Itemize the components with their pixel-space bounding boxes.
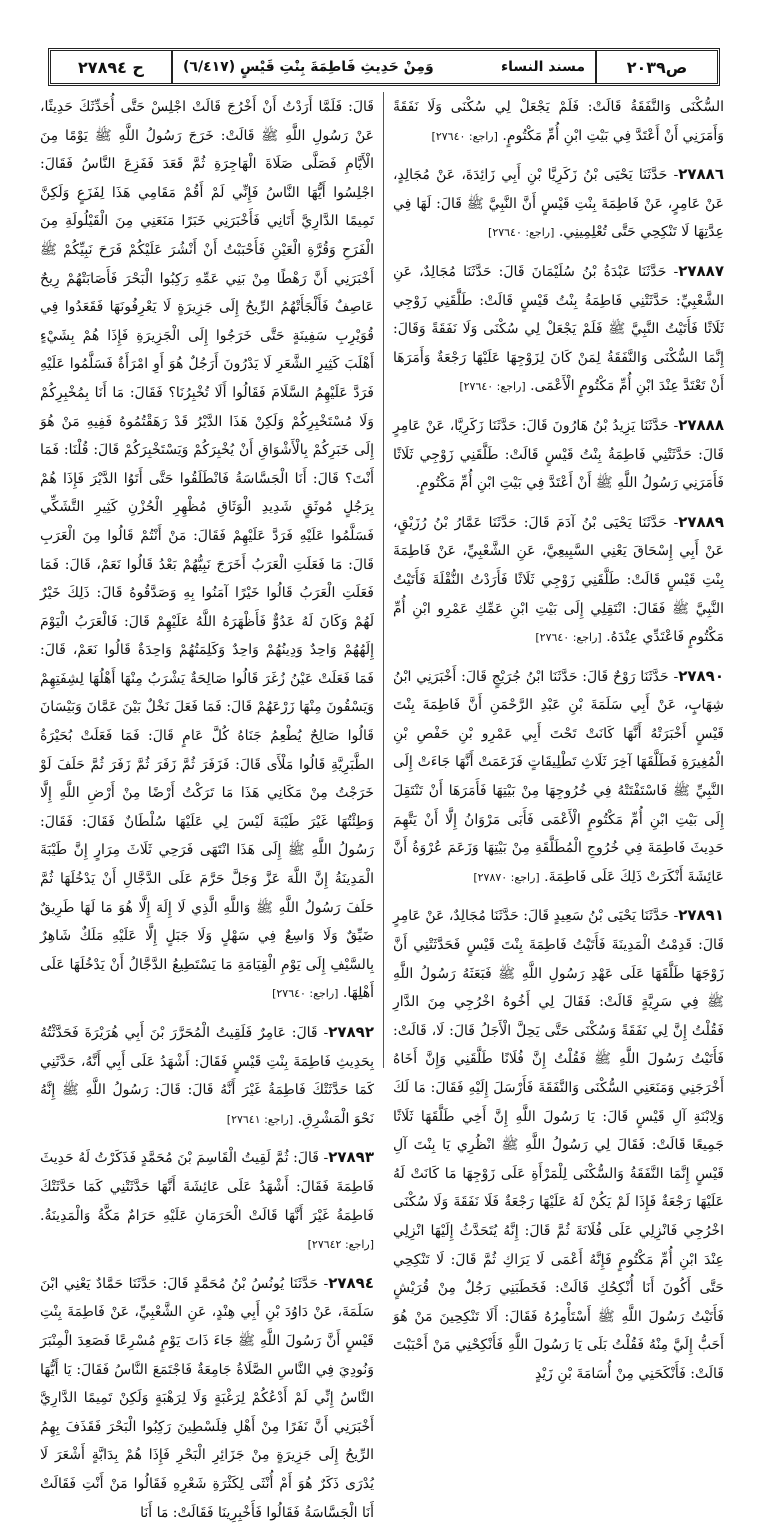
hadith-entry	[40, 92, 374, 1009]
hadith-number: ٢٧٨٩٠	[678, 666, 724, 685]
hadith-number: ٢٧٨٩٢	[328, 1023, 374, 1041]
hadith-entry	[40, 1018, 374, 1134]
hadith-text: - قَالَ: عَامِرٌ فَلَقِيتُ الْمُحَرَّرَ بْنَ أَبِي هُرَيْرَةَ فَحَدَّثْتُهُ بِحَدِيثِ فَاطِمَةَ بِنْتِ قَيْسٍ فَقَالَ: أَشْهَدُ عَلَى أَبِي أَنَّهُ، حَدَّثَنِي كَمَا حَدَّثَتْكَ فَاطِمَةُ غَيْرَ أَنَّهُ قَالَ: قَالَ: رَسُولُ اللَّهِ ﷺ إِنَّهُ نَحْوَ الْمَشْرِقِ.	[40, 1025, 374, 1127]
hadith-text: - قَالَ: ثُمَّ لَقِيتُ الْقَاسِمَ بْنَ مُحَمَّدٍ فَذَكَرْتُ لَهُ حَدِيثَ فَاطِمَةَ فَقَالَ: أَشْهَدُ عَلَى عَائِشَةَ أَنَّهَا حَدَّثَتْنِي كَمَا حَدَّثَتْكَ فَاطِمَةُ غَيْرَ أَنَّهَا قَالَتْ الْحَرَمَانِ عَلَيْهِ حَرَامٌ مَكَّةُ وَالْمَدِينَةُ.	[40, 1150, 374, 1224]
cross-reference: [راجع: ٢٧٦٤١]	[226, 1112, 294, 1126]
right-column	[393, 92, 724, 1382]
hadith-text: - حَدَّثَنَا يَحْيَى بْنُ آدَمَ قَالَ: حَدَّثَنَا عَمَّارُ بْنُ رُزَيْقٍ، عَنْ أَبِي إِسْحَاقَ يَعْنِي السَّبِيعِيَّ، عَنِ الشَّعْبِيِّ، عَنْ فَاطِمَةَ بِنْتِ قَيْسٍ قَالَتْ: طَلَّقَنِي زَوْجِي ثَلَاثًا فَأَرَدْتُ النُّقْلَةَ فَأَتَيْتُ النَّبِيَّ ﷺ فَقَالَ: انْتَقِلِي إِلَى بَيْتِ ابْنِ عَمِّكِ عَمْرِو ابْنِ أُمِّ مَكْتُومٍ فَاعْتَدِّي عِنْدَهُ.	[393, 514, 724, 646]
hadith-number: ٢٧٨٩١	[678, 906, 724, 925]
hadith-text: قَالَ: فَلَمَّا أَرَدْتُ أَنْ أَخْرُجَ قَالَتْ اجْلِسْ حَتَّى أُحَدِّثَكَ حَدِيثًا، عَنْ رَسُولِ اللَّهِ ﷺ قَالَتْ: خَرَجَ رَسُولُ اللَّهِ ﷺ يَوْمًا مِنَ الْأَيَّامِ فَصَلَّى صَلَاةَ الْهَاجِرَةِ ثُمَّ قَعَدَ فَفَزِعَ النَّاسُ فَقَالَ: اجْلِسُوا أَيُّهَا النَّاسُ فَإِنِّي لَمْ أَقُمْ مَقَامِي هَذَا لِفَزَعٍ وَلَكِنَّ تَمِيمًا الدَّارِيَّ أَتَانِي فَأَخْبَرَنِي خَبَرًا مَنَعَنِي مِنَ الْقَيْلُولَةِ مِنَ الْفَرَحِ وَقُرَّةِ الْعَيْنِ فَأَحْبَبْتُ أَنْ أَنْشُرَ عَلَيْكُمْ فَرَحَ نَبِيِّكُمْ ﷺ أَخْبَرَنِي أَنَّ رَهْطًا مِنْ بَنِي عَمِّهِ رَكِبُوا الْبَحْرَ فَأَصَابَتْهُمْ رِيحٌ عَاصِفٌ فَأَلْجَأَتْهُمُ الرِّيحُ إِلَى جَزِيرَةٍ لَا يَعْرِفُونَهَا فَقَعَدُوا فِي قُوَيْرِبِ سَفِينَةٍ حَتَّى خَرَجُوا إِلَى الْجَزِيرَةِ فَإِذَا هُمْ بِشَيْءٍ أَهْلَبَ كَثِيرِ الشَّعَرِ لَا يَدْرُونَ أَرَجُلٌ هُوَ أَوِ امْرَأَةٌ فَسَلَّمُوا عَلَيْهِ فَرَدَّ عَلَيْهِمُ السَّلَامَ فَقَالُوا أَلَا تُخْبِرُنَا؟ فَقَالَ: مَا أَنَا بِمُخْبِرِكُمْ وَلَا مُسْتَخْبِرِكُمْ وَلَكِنْ هَذَا الدَّيْرُ قَدْ رَهَقْتُمُوهُ فَفِيهِ مَنْ هُوَ إِلَى خَبَرِكُمْ بِالْأَشْوَاقِ أَنْ يُخْبِرَكُمْ وَيَسْتَخْبِرَكُمْ قَالَ: قُلْنَا: فَمَا أَنْتَ؟ قَالَ: أَنَا الْجَسَّاسَةُ فَانْطَلَقُوا حَتَّى أَتَوُا الدَّيْرَ فَإِذَا هُمْ بِرَجُلٍ مُوثَقٍ شَدِيدِ الْوَثَاقِ مُظْهِرِ الْحُزْنِ كَثِيرِ التَّشَكِّي فَسَلَّمُوا عَلَيْهِ فَرَدَّ عَلَيْهِمْ فَقَالَ: مَنْ أَنْتُمْ قَالُوا مِنَ الْعَرَبِ قَالَ: مَا فَعَلَتِ الْعَرَبُ أَخَرَجَ نَبِيُّهُمْ بَعْدُ قَالُوا نَعَمْ، قَالَ: فَمَا فَعَلَتِ الْعَرَبُ قَالُوا خَيْرًا آمَنُوا بِهِ وَصَدَّقُوهُ قَالَ: ذَلِكَ خَيْرٌ لَهُمْ وَكَانَ لَهُ عَدُوٌّ فَأَظْهَرَهُ اللَّهُ عَلَيْهِمْ قَالَ: فَالْعَرَبُ الْيَوْمَ إِلَهُهُمْ وَاحِدٌ وَدِينُهُمْ وَاحِدٌ وَكَلِمَتُهُمْ وَاحِدَةٌ قَالُوا نَعَمْ، قَالَ: فَمَا فَعَلَتْ عَيْنُ زُغَرَ قَالُوا صَالِحَةٌ يَشْرَبُ مِنْهَا أَهْلُهَا لِشِفَتِهِمْ وَيَسْقُونَ مِنْهَا زَرْعَهُمْ قَالَ: فَمَا فَعَلَ نَخْلٌ بَيْنَ عَمَّانَ وَبَيْسَانَ قَالُوا صَالِحٌ يُطْعِمُ جَنَاهُ كُلَّ عَامٍ قَالَ: فَمَا فَعَلَتْ بُحَيْرَةُ الطَّبَرِيَّةِ قَالُوا مَلْأَى قَالَ: فَزَفَرَ ثُمَّ زَفَرَ ثُمَّ زَفَرَ ثُمَّ حَلَفَ لَوْ خَرَجْتُ مِنْ مَكَانِي هَذَا مَا تَرَكْتُ أَرْضًا مِنْ أَرْضِ اللَّهِ إِلَّا وَطِئْتُهَا غَيْرَ طَيْبَةَ لَيْسَ لِي عَلَيْهَا سُلْطَانٌ فَقَالَ: فَقَالَ: رَسُولُ اللَّهِ ﷺ إِلَى هَذَا انْتَهَى فَرَحِي ثَلَاثَ مِرَارٍ إِنَّ طَيْبَةَ الْمَدِينَةُ إِنَّ اللَّهَ عَزَّ وَجَلَّ حَرَّمَ عَلَى الدَّجَّالِ أَنْ يَدْخُلَهَا ثُمَّ حَلَفَ رَسُولُ اللَّهِ ﷺ وَاللَّهِ الَّذِي لَا إِلَهَ إِلَّا هُوَ مَا لَهَا طَرِيقٌ ضَيِّقٌ وَلَا وَاسِعٌ فِي سَهْلٍ وَلَا جَبَلٍ إِلَّا عَلَيْهِ مَلَكٌ شَاهِرٌ بِالسَّيْفِ إِلَى يَوْمِ الْقِيَامَةِ مَا يَسْتَطِيعُ الدَّجَّالُ أَنْ يَدْخُلَهَا عَلَى أَهْلِهَا.	[40, 99, 374, 1002]
hadith-text: - حَدَّثَنَا يَحْيَى بْنُ سَعِيدٍ قَالَ: حَدَّثَنَا مُجَالِدٌ، عَنْ عَامِرٍ قَالَ: قَدِمْتُ الْمَدِينَةَ فَأَتَيْتُ فَاطِمَةَ بِنْتَ قَيْسٍ فَحَدَّثَتْنِي أَنَّ زَوْجَهَا طَلَّقَهَا عَلَى عَهْدِ رَسُولِ اللَّهِ ﷺ فَبَعَثَهُ رَسُولُ اللَّهِ ﷺ فِي سَرِيَّةٍ قَالَتْ: فَقَالَ لِي أَخُوهُ اخْرُجِي مِنَ الدَّارِ فَقُلْتُ إِنَّ لِي نَفَقَةً وَسُكْنَى حَتَّى يَحِلَّ الْأَجَلُ قَالَ: لَا، قَالَتْ: فَأَتَيْتُ رَسُولَ اللَّهِ ﷺ فَقُلْتُ إِنَّ فُلَانًا طَلَّقَنِي وَإِنَّ أَخَاهُ أَخْرَجَنِي وَمَنَعَنِي السُّكْنَى وَالنَّفَقَةَ فَأَرْسَلَ إِلَيْهِ فَقَالَ: مَا لَكَ وَلِابْنَةِ آلِ قَيْسٍ قَالَ: يَا رَسُولَ اللَّهِ إِنَّ أَخِي طَلَّقَهَا ثَلَاثًا جَمِيعًا قَالَتْ: فَقَالَ لِي رَسُولُ اللَّهِ ﷺ انْظُرِي يَا بِنْتَ آلِ قَيْسٍ إِنَّمَا النَّفَقَةُ وَالسُّكْنَى لِلْمَرْأَةِ عَلَى زَوْجِهَا مَا كَانَتْ لَهُ عَلَيْهَا رَجْعَةٌ فَإِذَا لَمْ يَكُنْ لَهُ عَلَيْهَا رَجْعَةٌ فَلَا نَفَقَةَ وَلَا سُكْنَى اخْرُجِي فَانْزِلِي عَلَى فُلَانَةَ ثُمَّ قَالَ: إِنَّهُ يُتَحَدَّثُ إِلَيْهَا انْزِلِي عِنْدَ ابْنِ أُمِّ مَكْتُومٍ فَإِنَّهُ أَعْمَى لَا يَرَاكِ ثُمَّ قَالَ: لَا تَنْكِحِي حَتَّى أَكُونَ أَنَا أُنْكِحُكِ قَالَتْ: فَخَطَبَنِي رَجُلٌ مِنْ قُرَيْشٍ فَأَتَيْتُ رَسُولَ اللَّهِ ﷺ أَسْتَأْمِرُهُ فَقَالَ: أَلَا تَنْكِحِينَ مَنْ هُوَ أَحَبُّ إِلَيَّ مِنْهُ فَقُلْتُ بَلَى يَا رَسُولَ اللَّهِ فَأَنْكِحْنِي مَنْ أَحْبَبْتَ قَالَتْ: فَأَنْكَحَنِي مِنْ أُسَامَةَ بْنِ زَيْدٍ	[393, 908, 724, 1382]
column-divider	[383, 92, 384, 1068]
hadith-entry	[393, 92, 724, 151]
hadith-entry	[393, 508, 724, 653]
hadith-entry	[393, 901, 724, 1389]
hadith-number: ٢٧٨٨٩	[678, 512, 724, 531]
cross-reference: [راجع: ٢٧٦٤٠]	[459, 380, 526, 394]
hadith-text: السُّكْنَى وَالنَّفَقَةُ قَالَتْ: فَلَمْ يَجْعَلْ لِي سُكْنَى وَلَا نَفَقَةً وَأَمَرَنِي أَنْ أَعْتَدَّ فِي بَيْتِ ابْنِ أُمِّ مَكْتُومٍ.	[393, 99, 724, 144]
book-title: مسند النساء	[500, 59, 585, 75]
section-title: وَمِنْ حَدِيثِ فَاطِمَةَ بِنْتِ قَيْسٍ (٦/٤١٧)	[183, 59, 434, 75]
hadith-entry	[393, 662, 724, 893]
hadith-range: ح ٢٧٨٩٤	[51, 51, 173, 83]
hadith-number: ٢٧٨٩٣	[328, 1148, 374, 1167]
header-titles	[171, 51, 597, 83]
cross-reference: [راجع: ٢٧٦٤٠]	[272, 987, 339, 1001]
cross-reference: [راجع: ٢٧٦٤٠]	[431, 129, 498, 143]
hadith-number: ٢٧٨٨٧	[678, 261, 724, 280]
hadith-number: ٢٧٨٨٦	[678, 165, 724, 184]
page-number: ص٢٠٣٩	[595, 51, 717, 83]
cross-reference: [راجع: ٢٧٦٤٠]	[535, 631, 602, 645]
hadith-number: ٢٧٨٨٨	[678, 415, 724, 434]
cross-reference: [راجع: ٢٧٨٧٠]	[473, 870, 540, 884]
hadith-entry	[40, 1269, 374, 1528]
hadith-text: - حَدَّثَنَا يَحْيَى بْنُ زَكَرِيَّا بْنِ أَبِي زَائِدَةَ، عَنْ مُجَالِدٍ، عَنْ عَامِرٍ، عَنْ فَاطِمَةَ بِنْتِ قَيْسٍ أَنَّ النَّبِيَّ ﷺ قَالَ: لَهَا فِي عِدَّتِهَا لَا تَنْكِحِي حَتَّى تُعْلِمِينِي.	[393, 167, 724, 241]
hadith-entry	[393, 160, 724, 248]
page-header	[48, 48, 720, 86]
hadith-number: ٢٧٨٩٤	[328, 1273, 374, 1292]
cross-reference: [راجع: ٢٧٦٤٢]	[307, 1238, 374, 1252]
cross-reference: [راجع: ٢٧٦٤٠]	[488, 226, 555, 240]
hadith-text: - حَدَّثَنَا يُونُسُ بْنُ مُحَمَّدٍ قَالَ: حَدَّثَنَا حَمَّادٌ يَعْنِي ابْنَ سَلَمَةَ، عَنْ دَاوُدَ بْنِ أَبِي هِنْدٍ، عَنِ الشَّعْبِيِّ، عَنْ فَاطِمَةَ بِنْتِ قَيْسٍ أَنَّ رَسُولَ اللَّهِ ﷺ جَاءَ ذَاتَ يَوْمٍ مُسْرِعًا فَصَعِدَ الْمِنْبَرَ وَنُودِيَ فِي النَّاسِ الصَّلَاةُ جَامِعَةٌ فَاجْتَمَعَ النَّاسُ فَقَالَ: يَا أَيُّهَا النَّاسُ إِنِّي لَمْ أَدْعُكُمْ لِرَغْبَةٍ وَلَا لِرَهْبَةٍ وَلَكِنْ تَمِيمًا الدَّارِيَّ أَخْبَرَنِي أَنَّ نَفَرًا مِنْ أَهْلِ فِلَسْطِينَ رَكِبُوا الْبَحْرَ فَقَذَفَ بِهِمُ الرِّيحُ إِلَى جَزِيرَةٍ مِنْ جَزَائِرِ الْبَحْرِ فَإِذَا هُمْ بِدَابَّةٍ أَشْعَرَ لَا يُدْرَى ذَكَرٌ هُوَ أَمْ أُنْثَى لِكَثْرَةِ شَعْرِهِ فَقَالُوا مَنْ أَنْتِ فَقَالَتْ أَنَا الْجَسَّاسَةُ فَقَالُوا فَأَخْبِرِينَا فَقَالَتْ: مَا أَنَا	[40, 1275, 374, 1521]
hadith-entry	[40, 1143, 374, 1259]
left-column	[40, 92, 374, 1521]
hadith-entry	[393, 257, 724, 402]
hadith-text: - حَدَّثَنَا يَزِيدُ بْنُ هَارُونَ قَالَ: حَدَّثَنَا زَكَرِيَّا، عَنْ عَامِرٍ قَالَ: حَدَّثَتْنِي فَاطِمَةُ بِنْتُ قَيْسٍ قَالَتْ: طَلَّقَنِي زَوْجِي ثَلَاثًا فَأَمَرَنِي رَسُولُ اللَّهِ ﷺ أَنْ أَعْتَدَّ فِي بَيْتِ ابْنِ أُمِّ مَكْتُومٍ.	[393, 417, 724, 492]
hadith-text: - حَدَّثَنَا رَوْحٌ قَالَ: حَدَّثَنَا ابْنُ جُرَيْجٍ قَالَ: أَخْبَرَنِي ابْنُ شِهَابٍ، عَنْ أَبِي سَلَمَةَ بْنِ عَبْدِ الرَّحْمَنِ أَنَّ فَاطِمَةَ بِنْتَ قَيْسٍ أَخْبَرَتْهُ أَنَّهَا كَانَتْ تَحْتَ أَبِي عَمْرِو بْنِ حَفْصِ بْنِ الْمُغِيرَةِ فَطَلَّقَهَا آخِرَ ثَلَاثِ تَطْلِيقَاتٍ فَزَعَمَتْ أَنَّهَا جَاءَتْ إِلَى النَّبِيِّ ﷺ فَاسْتَفْتَتْهُ فِي خُرُوجِهَا مِنْ بَيْتِهَا فَأَمَرَهَا أَنْ تَنْتَقِلَ إِلَى بَيْتِ ابْنِ أُمِّ مَكْتُومٍ الْأَعْمَى فَأَبَى مَرْوَانُ إِلَّا أَنْ يَتَّهِمَ حَدِيثَ فَاطِمَةَ فِي خُرُوجِ الْمُطَلَّقَةِ مِنْ بَيْتِهَا وَزَعَمَ عُرْوَةُ أَنَّ عَائِشَةَ أَنْكَرَتْ ذَلِكَ عَلَى فَاطِمَةَ.	[393, 668, 724, 885]
hadith-text: - حَدَّثَنَا عَبْدَةُ بْنُ سُلَيْمَانَ قَالَ: حَدَّثَنَا مُجَالِدٌ، عَنِ الشَّعْبِيِّ: حَدَّثَتْنِي فَاطِمَةُ بِنْتُ قَيْسٍ قَالَتْ: طَلَّقَنِي زَوْجِي ثَلَاثًا فَأَتَيْتُ النَّبِيَّ ﷺ فَلَمْ يَجْعَلْ لِي سُكْنَى وَلَا نَفَقَةً وَقَالَ: إِنَّمَا السُّكْنَى وَالنَّفَقَةُ لِمَنْ كَانَ لِزَوْجِهَا عَلَيْهَا رَجْعَةٌ وَأَمَرَهَا أَنْ تَعْتَدَّ عِنْدَ ابْنِ أُمِّ مَكْتُومٍ الْأَعْمَى.	[393, 263, 724, 395]
hadith-entry	[393, 411, 724, 499]
